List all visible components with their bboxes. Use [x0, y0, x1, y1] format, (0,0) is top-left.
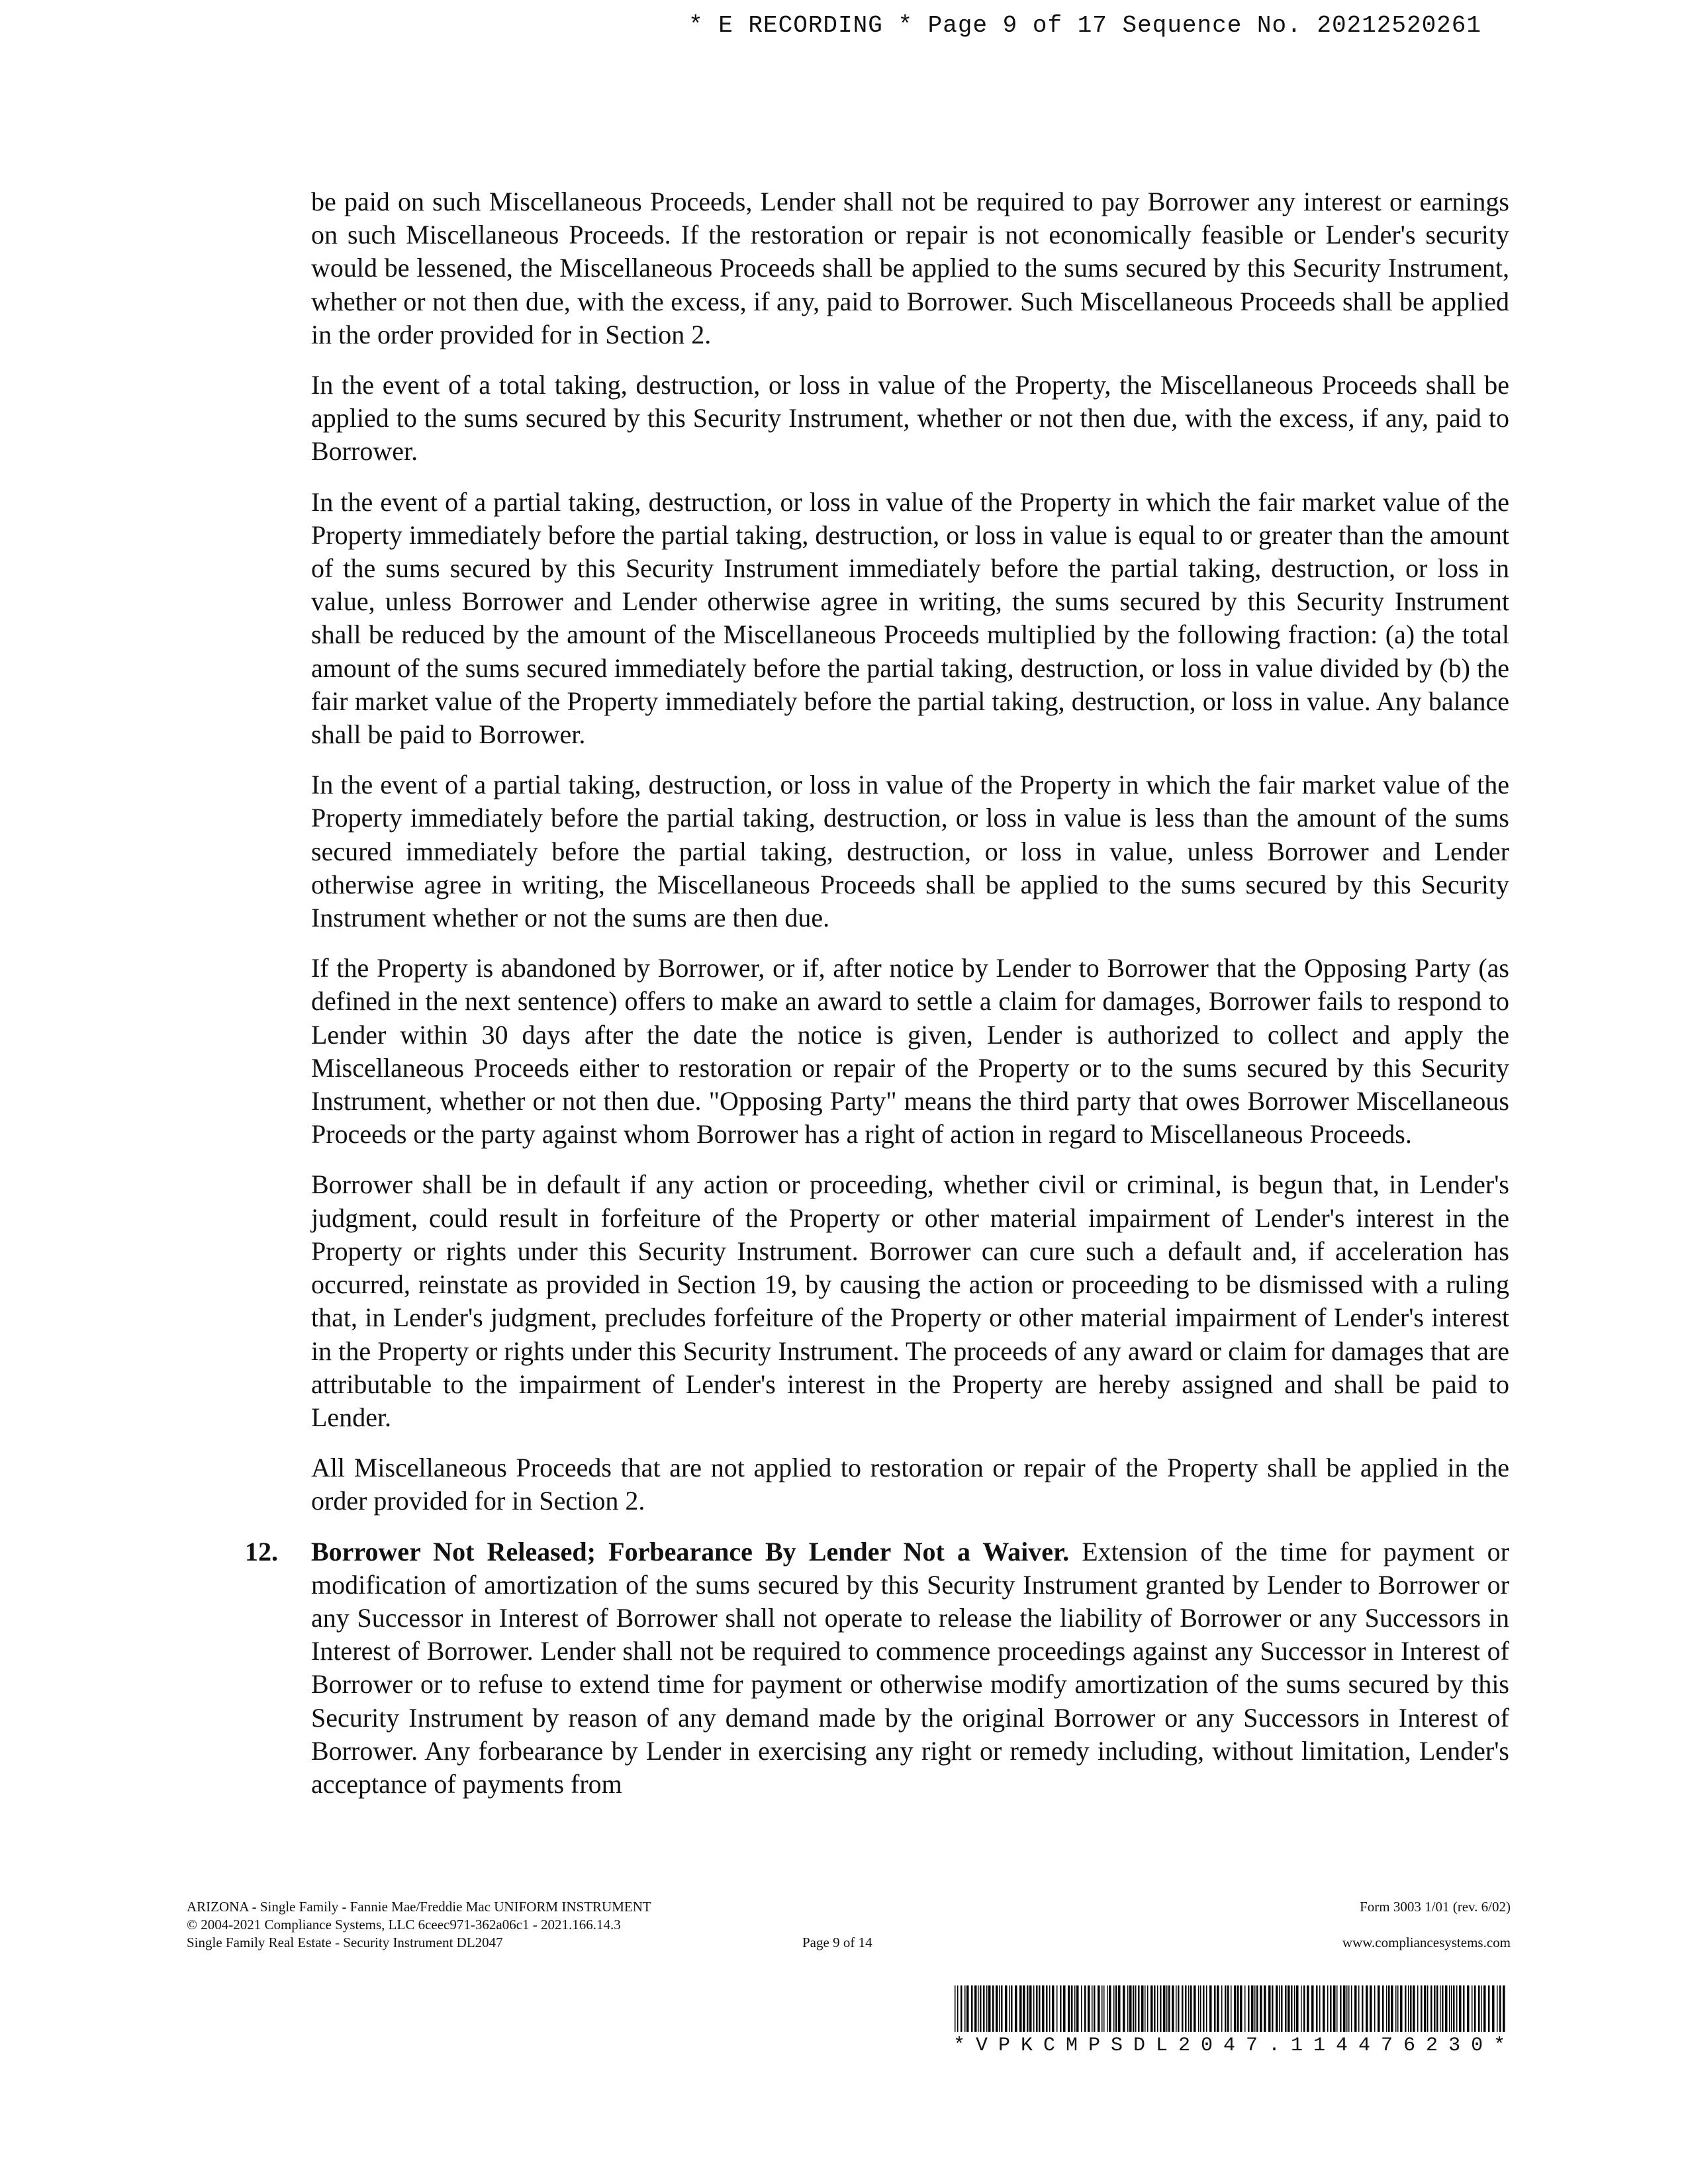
barcode-bar	[1366, 1985, 1368, 2032]
barcode-bar	[1405, 1985, 1407, 2032]
barcode-bar	[1225, 1985, 1227, 2032]
barcode-bar	[1478, 1985, 1480, 2032]
barcode-bar	[1456, 1985, 1458, 2032]
barcode-bar	[1133, 1985, 1135, 2032]
barcode-bar	[974, 1985, 977, 2032]
barcode-bar	[1198, 1985, 1199, 2032]
barcode-bar	[1370, 1985, 1372, 2032]
barcode-bar	[1417, 1985, 1419, 2032]
barcode-bar	[1200, 1985, 1201, 2032]
barcode-bar	[1221, 1985, 1223, 2032]
footer-form-number: Form 3003 1/01 (rev. 6/02)	[1360, 1899, 1511, 1915]
recording-header: * E RECORDING * Page 9 of 17 Sequence No. 20212520261	[688, 12, 1481, 39]
barcode-bar	[1056, 1985, 1058, 2032]
barcode-bar	[1330, 1985, 1332, 2032]
footer-form-title: ARIZONA - Single Family - Fannie Mae/Freddie Mac UNIFORM INSTRUMENT	[187, 1899, 651, 1915]
barcode-bar	[1188, 1985, 1190, 2032]
barcode-bar	[1434, 1985, 1436, 2032]
section-12	[245, 1535, 1509, 1801]
barcode-bar	[1503, 1985, 1505, 2032]
barcode-bar	[1382, 1985, 1384, 2032]
section-title: Borrower Not Released; Forbearance By Lender Not a Waiver.	[311, 1536, 1070, 1567]
barcode-bar	[1109, 1985, 1111, 2032]
barcode-bar	[1154, 1985, 1156, 2032]
barcode-bar	[1281, 1985, 1283, 2032]
barcode-bar	[1244, 1985, 1246, 2032]
barcode-bar	[1015, 1985, 1017, 2032]
barcode-bar	[1311, 1985, 1314, 2032]
footer-left	[187, 1898, 651, 1952]
barcode-bar	[1231, 1985, 1232, 2032]
barcode-text: *VPKCMPSDL2047.114476230*	[953, 2034, 1517, 2057]
barcode-bar	[1033, 1985, 1035, 2032]
barcode-bar	[1129, 1985, 1132, 2032]
barcode-bar	[1138, 1985, 1140, 2032]
barcode-bar	[1264, 1985, 1266, 2032]
barcode-bar	[1160, 1985, 1162, 2032]
barcode-bar	[1071, 1985, 1073, 2032]
paragraph: If the Property is abandoned by Borrower, or if, after notice by Lender to Borrower that the Opposing Party (as defined in the next sentence) offers to make an award to settle a claim for damages, Borrower fails to respond to Lender within 30 days after the date the notice is given, Lender is authorized to collect and apply the Miscellaneous Proceeds either to restoration or repair of the Property or to the sums secured by this Security Instrument, whether or not then due. "Opposing Party" means the third party that owes Borrower Miscellaneous Proceeds or the party against whom Borrower has a right of action in regard to Miscellaneous Proceeds.	[311, 953, 1509, 1150]
barcode-bar	[1063, 1985, 1066, 2032]
barcode-bar	[966, 1985, 969, 2032]
barcode-bar	[1185, 1985, 1187, 2032]
barcode-bar	[1483, 1985, 1486, 2032]
footer-copyright: © 2004-2021 Compliance Systems, LLC 6ceec971-362a06c1 - 2021.166.14.3	[187, 1917, 621, 1933]
barcode-bar	[1046, 1985, 1048, 2032]
barcode-bar	[996, 1985, 998, 2032]
barcode-bar	[1301, 1985, 1302, 2032]
barcode-bar	[1492, 1985, 1495, 2032]
barcode-bar	[1039, 1985, 1041, 2032]
barcode-bar	[1340, 1985, 1342, 2032]
barcode-bar	[1123, 1985, 1125, 2032]
barcode-bar	[1323, 1985, 1325, 2032]
barcode-bar	[955, 1985, 956, 2032]
barcode-bar	[1358, 1985, 1360, 2032]
barcode-bar	[1060, 1985, 1062, 2032]
section-text: Extension of the time for payment or modification of amortization of the sums secured by this Security Instrument granted by Lender to Borrower or any Successor in Interest of Borrower shall not operate to release the liability of Borrower or any Successors in Interest of Borrower. Lender shall not be required to commence proceedings against any Successor in Interest of Borrower or to refuse to extend time for payment or otherwise modify amortization of the sums secured by this Security Instrument by reason of any demand made by the original Borrower or any Successors in Interest of Borrower. Any forbearance by Lender in exercising any right or remedy including, without limitation, Lender's acceptance of payments from	[311, 1536, 1509, 1799]
barcode-bar	[1157, 1985, 1158, 2032]
barcode-bar	[1285, 1985, 1287, 2032]
barcode-bar	[1168, 1985, 1170, 2032]
barcode-bar	[957, 1985, 959, 2032]
barcode-bar	[1194, 1985, 1196, 2032]
barcode-bar	[1113, 1985, 1115, 2032]
barcode-bar	[1481, 1985, 1482, 2032]
barcode-bar	[1279, 1985, 1280, 2032]
barcode-bar	[1182, 1985, 1184, 2032]
barcode-bar	[992, 1985, 994, 2032]
barcode-bar	[1214, 1985, 1216, 2032]
barcode-bar	[1145, 1985, 1146, 2032]
barcode-bar	[1303, 1985, 1305, 2032]
barcode-bar	[1451, 1985, 1452, 2032]
paragraph: In the event of a partial taking, destruction, or loss in value of the Property in which the fair market value of the Property immediately before the partial taking, destruction, or loss in value is equal to or greater than the amount of the sums secured by this Security Instrument immediately before the partial taking, destruction, or loss in value, unless Borrower and Lender otherwise agree in writing, the sums secured by this Security Instrument shall be reduced by the amount of the Miscellaneous Proceeds multiplied by the following fraction: (a) the total amount of the sums secured immediately before the partial taking, destruction, or loss in value divided by (b) the fair market value of the Property immediately before the partial taking, destruction, or loss in value. Any balance shall be paid to Borrower.	[311, 486, 1509, 750]
barcode-bar	[1449, 1985, 1450, 2032]
footer-doc-name: Single Family Real Estate - Security Instrument DL2047	[187, 1934, 503, 1950]
barcode-bar	[1127, 1985, 1129, 2032]
barcode-bar	[988, 1985, 991, 2032]
barcode-bar	[1354, 1985, 1357, 2032]
paragraph: In the event of a partial taking, destruction, or loss in value of the Property in which the fair market value of the Property immediately before the partial taking, destruction, or loss in value is less than the amount of the sums secured immediately before the partial taking, destruction, or loss in value, unless Borrower and Lender otherwise agree in writing, the Miscellaneous Proceeds shall be applied to the sums secured by this Security Instrument whether or not the sums are then due.	[311, 770, 1509, 933]
barcode-bar	[1348, 1985, 1350, 2032]
barcode-bar	[1400, 1985, 1403, 2032]
barcode-bar	[1445, 1985, 1448, 2032]
barcode-bar	[1472, 1985, 1473, 2032]
barcode-bar	[1190, 1985, 1192, 2032]
barcode-bar	[1141, 1985, 1144, 2032]
document-body	[245, 185, 1509, 1818]
barcode-bar	[1217, 1985, 1219, 2032]
barcode	[953, 1985, 1517, 2058]
barcode-bar	[1102, 1985, 1103, 2032]
barcode-bar	[1209, 1985, 1212, 2032]
barcode-bar	[1430, 1985, 1432, 2032]
barcode-bar	[1333, 1985, 1336, 2032]
barcode-bar	[1488, 1985, 1490, 2032]
paragraph: In the event of a total taking, destruction, or loss in value of the Property, the Miscellaneous Proceeds shall be applied to the sums secured by this Security Instrument, whether or not then due, with the excess, if any, paid to Borrower.	[311, 370, 1509, 467]
barcode-bar	[1227, 1985, 1229, 2032]
barcode-bar	[961, 1985, 962, 2032]
barcode-bar	[1019, 1985, 1022, 2032]
barcode-bar	[1076, 1985, 1079, 2032]
barcode-bar	[1163, 1985, 1166, 2032]
barcode-bar	[1094, 1985, 1096, 2032]
barcode-bar	[1397, 1985, 1399, 2032]
barcode-bar	[1178, 1985, 1180, 2032]
barcode-bar	[1256, 1985, 1258, 2032]
barcode-bar	[1203, 1985, 1205, 2032]
paragraph: All Miscellaneous Proceeds that are not applied to restoration or repair of the Property shall be applied in the order provided for in Section 2.	[311, 1453, 1509, 1516]
barcode-bar	[1327, 1985, 1329, 2032]
barcode-bar	[1319, 1985, 1321, 2032]
barcode-bar	[1316, 1985, 1318, 2032]
barcode-bar	[1440, 1985, 1441, 2032]
barcode-bar	[1499, 1985, 1501, 2032]
barcode-bar	[1005, 1985, 1008, 2032]
barcode-bar	[1268, 1985, 1271, 2032]
barcode-bar	[1459, 1985, 1462, 2032]
barcode-bar	[1166, 1985, 1168, 2032]
barcode-bar	[983, 1985, 985, 2032]
barcode-bar	[1150, 1985, 1153, 2032]
barcode-bar	[1107, 1985, 1108, 2032]
footer-page-number: Page 9 of 14	[802, 1934, 872, 1950]
barcode-bar	[1206, 1985, 1207, 2032]
barcode-bar	[1115, 1985, 1117, 2032]
paragraph: Borrower shall be in default if any action or proceeding, whether civil or criminal, is begun that, in Lender's judgment, could result in forfeiture of the Property or other material impairment of Lender's interest in the Property or rights under this Security Instrument. Borrower can cure such a default and, if acceleration has occurred, reinstate as provided in Section 19, by causing the action or proceeding to be dismissed with a ruling that, in Lender's judgment, precludes forfeiture of the Property or other material impairment of Lender's interest in the Property or rights under this Security Instrument. The proceeds of any award or claim for damages that are attributable to the impairment of Lender's interest in the Property are hereby assigned and shall be paid to Lender.	[311, 1169, 1509, 1432]
barcode-bar	[1288, 1985, 1290, 2032]
barcode-bar	[1260, 1985, 1262, 2032]
barcode-bar	[1049, 1985, 1051, 2032]
barcode-bar	[1074, 1985, 1076, 2032]
barcode-bar	[980, 1985, 982, 2032]
barcode-bar	[1362, 1985, 1364, 2032]
barcode-bar	[1240, 1985, 1243, 2032]
barcode-bar	[1296, 1985, 1299, 2032]
barcode-bar	[1042, 1985, 1045, 2032]
barcode-bar	[1291, 1985, 1293, 2032]
barcode-bar	[1276, 1985, 1278, 2032]
barcode-bar	[1336, 1985, 1338, 2032]
page-footer	[187, 1898, 1511, 1978]
barcode-bar	[1421, 1985, 1423, 2032]
barcode-bar	[1009, 1985, 1010, 2032]
barcode-bar	[1135, 1985, 1137, 2032]
barcode-bar	[1388, 1985, 1390, 2032]
barcode-bar	[1427, 1985, 1429, 2032]
barcode-bar	[971, 1985, 973, 2032]
barcode-bar	[1463, 1985, 1465, 2032]
barcode-bar	[1023, 1985, 1025, 2032]
barcode-bar	[1374, 1985, 1376, 2032]
barcode-bar	[1391, 1985, 1393, 2032]
barcode-bar	[1011, 1985, 1013, 2032]
barcode-bar	[1395, 1985, 1397, 2032]
barcode-bar	[1442, 1985, 1444, 2032]
barcode-bar	[1413, 1985, 1415, 2032]
barcode-bar	[1176, 1985, 1177, 2032]
barcode-bar	[1343, 1985, 1346, 2032]
barcode-bar	[1410, 1985, 1412, 2032]
barcode-bar	[1378, 1985, 1380, 2032]
barcode-bar	[1248, 1985, 1250, 2032]
section-number: 12.	[245, 1536, 278, 1567]
barcode-bar	[1098, 1985, 1100, 2032]
barcode-bar	[1474, 1985, 1476, 2032]
barcode-bar	[1084, 1985, 1086, 2032]
barcode-bar	[1497, 1985, 1498, 2032]
barcode-bar	[1424, 1985, 1427, 2032]
barcode-bar	[1036, 1985, 1038, 2032]
footer-right	[1342, 1898, 1511, 1952]
barcode-bar	[1436, 1985, 1438, 2032]
barcode-bar	[1307, 1985, 1309, 2032]
barcode-bar	[1027, 1985, 1029, 2032]
barcode-bar	[1103, 1985, 1105, 2032]
barcode-bar	[1386, 1985, 1387, 2032]
barcode-bar	[1351, 1985, 1352, 2032]
barcode-bar	[978, 1985, 979, 2032]
barcode-bar	[986, 1985, 988, 2032]
barcode-bar	[1254, 1985, 1256, 2032]
barcode-bar	[1294, 1985, 1295, 2032]
barcode-bar	[1001, 1985, 1003, 2032]
paragraph: be paid on such Miscellaneous Proceeds, Lender shall not be required to pay Borrower any interest or earnings on such Miscellaneous Proceeds. If the restoration or repair is not economically feasible or Lender's security would be lessened, the Miscellaneous Proceeds shall be applied to the sums secured by this Security Instrument, whether or not then due, with the excess, if any, paid to Borrower. Such Miscellaneous Proceeds shall be applied in the order provided for in Section 2.	[311, 187, 1509, 349]
barcode-bar	[1251, 1985, 1254, 2032]
barcode-bar	[1029, 1985, 1032, 2032]
barcode-bar	[1092, 1985, 1093, 2032]
barcode-bar	[1272, 1985, 1274, 2032]
barcode-bar	[1068, 1985, 1070, 2032]
barcode-bar	[1088, 1985, 1090, 2032]
barcode-icon	[953, 1985, 1509, 2032]
barcode-bar	[999, 1985, 1000, 2032]
barcode-bar	[1408, 1985, 1409, 2032]
barcode-bar	[1052, 1985, 1055, 2032]
barcode-bar	[1453, 1985, 1455, 2032]
barcode-bar	[1234, 1985, 1237, 2032]
barcode-bar	[1081, 1985, 1082, 2032]
barcode-bar	[1172, 1985, 1174, 2032]
barcode-bar	[1467, 1985, 1470, 2032]
barcode-bar	[1237, 1985, 1239, 2032]
barcode-bar	[1346, 1985, 1348, 2032]
barcode-bar	[1118, 1985, 1121, 2032]
barcode-bar	[964, 1985, 966, 2032]
barcode-bar	[1147, 1985, 1149, 2032]
footer-website: www.compliancesystems.com	[1342, 1934, 1511, 1950]
